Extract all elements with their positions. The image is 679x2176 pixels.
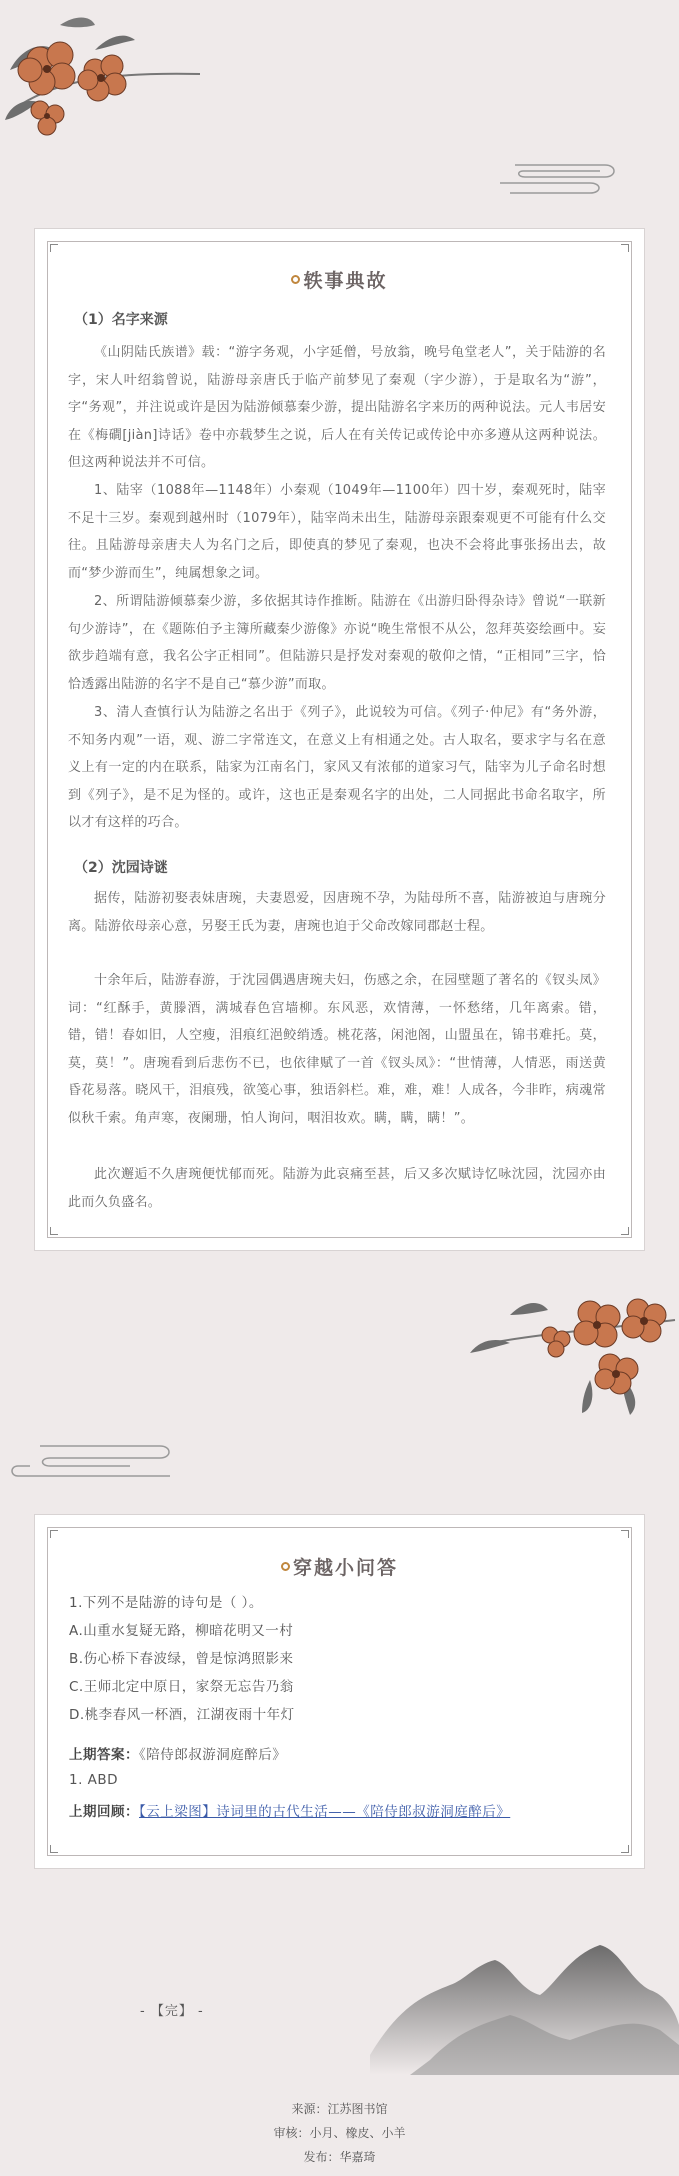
last-answer-label: 上期答案：	[69, 1747, 139, 1763]
quiz-option: B.伤心桥下春波绿，曾是惊鸿照影来	[69, 1651, 294, 1667]
story-title: 轶事典故	[0, 266, 679, 293]
section1-heading: （1）名字来源	[74, 312, 168, 328]
circle-bullet-icon	[291, 275, 300, 284]
quiz-option: A.山重水复疑无路，柳暗花明又一村	[69, 1623, 294, 1639]
footer-publish: 发布：华嘉琦	[303, 2150, 376, 2164]
ink-mountain-icon	[370, 1935, 679, 2075]
flower-branch-top-left-icon	[0, 10, 210, 140]
story-paragraph: 此次邂逅不久唐琬便忧郁而死。陆游为此哀痛至甚，后又多次赋诗忆咏沈园，沈园亦由此而久负盛名。	[68, 1167, 606, 1210]
cloud-ornament-right-icon	[495, 153, 630, 195]
quiz-title: 穿越小问答	[0, 1553, 679, 1580]
quiz-question: 1.下列不是陆游的诗句是（ ）。	[69, 1595, 263, 1611]
story-paragraph: 3、清人查慎行认为陆游之名出于《列子》，此说较为可信。《列子·仲尼》有“务外游，不知务内观”一语，观、游二字常连文，在意义上有相通之处。古人取名，要求字与名在意义上有一定的内在联系，陆家为江南名门，家风又有浓郁的道家习气，陆宰为儿子命名时想到《列子》，是不足为怪的。或许，这也正是秦观名字的出处，二人同据此书命名取字，所以才有这样的巧合。	[68, 705, 606, 830]
last-answer-value: 1. ABD	[69, 1772, 119, 1788]
footer-source: 来源：江苏图书馆	[291, 2102, 388, 2116]
flower-branch-right-icon	[470, 1275, 679, 1420]
story-paragraph: 十余年后，陆游春游，于沈园偶遇唐琬夫妇，伤感之余，在园壁题了著名的《钗头凤》词：“红酥手，黄滕酒，满城春色宫墙柳。东风恶，欢情薄，一怀愁绪，几年离索。错，错，错！春如旧，人空瘦，泪痕红浥鲛绡透。桃花落，闲池阁，山盟虽在，锦书难托。莫，莫，莫！”。唐琬看到后悲伤不已，也依律赋了一首《钗头凤》：“世情薄，人情恶，雨送黄昏花易落。晓风干，泪痕残，欲笺心事，独语斜栏。难，难，难！人成各，今非昨，病魂常似秋千索。角声寒，夜阑珊，怕人询问，咽泪妆欢。瞒，瞒，瞒！”。	[68, 973, 606, 1126]
last-answer	[69, 1743, 286, 1763]
footer-review: 审核：小月、橡皮、小羊	[273, 2126, 406, 2140]
cloud-ornament-left-icon	[10, 1438, 180, 1480]
story-paragraph: 1、陆宰（1088年—1148年）小秦观（1049年—1100年）四十岁，秦观死时，陆宰不足十三岁。秦观到越州时（1079年），陆宰尚未出生，陆游母亲跟秦观更不可能有什么交往。且陆游母亲唐夫人为名门之后，即使真的梦见了秦观，也决不会将此事张扬出去，故而“梦少游而生”，纯属想象之词。	[68, 483, 606, 581]
last-answer-title: 《陪侍郎叔游洞庭醉后》	[139, 1747, 287, 1763]
section2-heading: （2）沈园诗谜	[74, 860, 168, 876]
circle-bullet-icon	[281, 1562, 290, 1571]
quiz-option: C.王师北定中原日，家祭无忘告乃翁	[69, 1679, 294, 1695]
story-paragraph: 《山阴陆氏族谱》载：“游字务观，小字延僧，号放翁，晚号龟堂老人”，关于陆游的名字，宋人叶绍翁曾说，陆游母亲唐氏于临产前梦见了秦观（字少游），于是取名为“游”，字“务观”，并注说或许是因为陆游倾慕秦少游，提出陆游名字来历的两种说法。元人韦居安在《梅磵[jiàn]诗话》卷中亦载梦生之说，后人在有关传记或传论中亦多遵从这两种说法。但这两种说法并不可信。	[68, 345, 606, 470]
last-review-label: 上期回顾：	[69, 1804, 139, 1820]
last-review	[69, 1800, 510, 1820]
quiz-option: D.桃李春风一杯酒，江湖夜雨十年灯	[69, 1707, 295, 1723]
story-paragraph: 据传，陆游初娶表妹唐琬，夫妻恩爱，因唐琬不孕，为陆母所不喜，陆游被迫与唐琬分离。陆游依母亲心意，另娶王氏为妻，唐琬也迫于父命改嫁同郡赵士程。	[68, 891, 606, 934]
end-mark: - 【完】 -	[140, 2004, 204, 2019]
last-review-link[interactable]: 【云上梁图】诗词里的古代生活——《陪侍郎叔游洞庭醉后》	[139, 1804, 511, 1820]
story-paragraph: 2、所谓陆游倾慕秦少游，多依据其诗作推断。陆游在《出游归卧得杂诗》曾说“一联新句少游诗”，在《题陈伯予主簿所藏秦少游像》亦说“晚生常恨不从公，忽拜英姿绘画中。妄欲步趋端有意，我名公字正相同”。但陆游只是抒发对秦观的敬仰之情，“正相同”三字，恰恰透露出陆游的名字不是自己“慕少游”而取。	[68, 594, 606, 692]
